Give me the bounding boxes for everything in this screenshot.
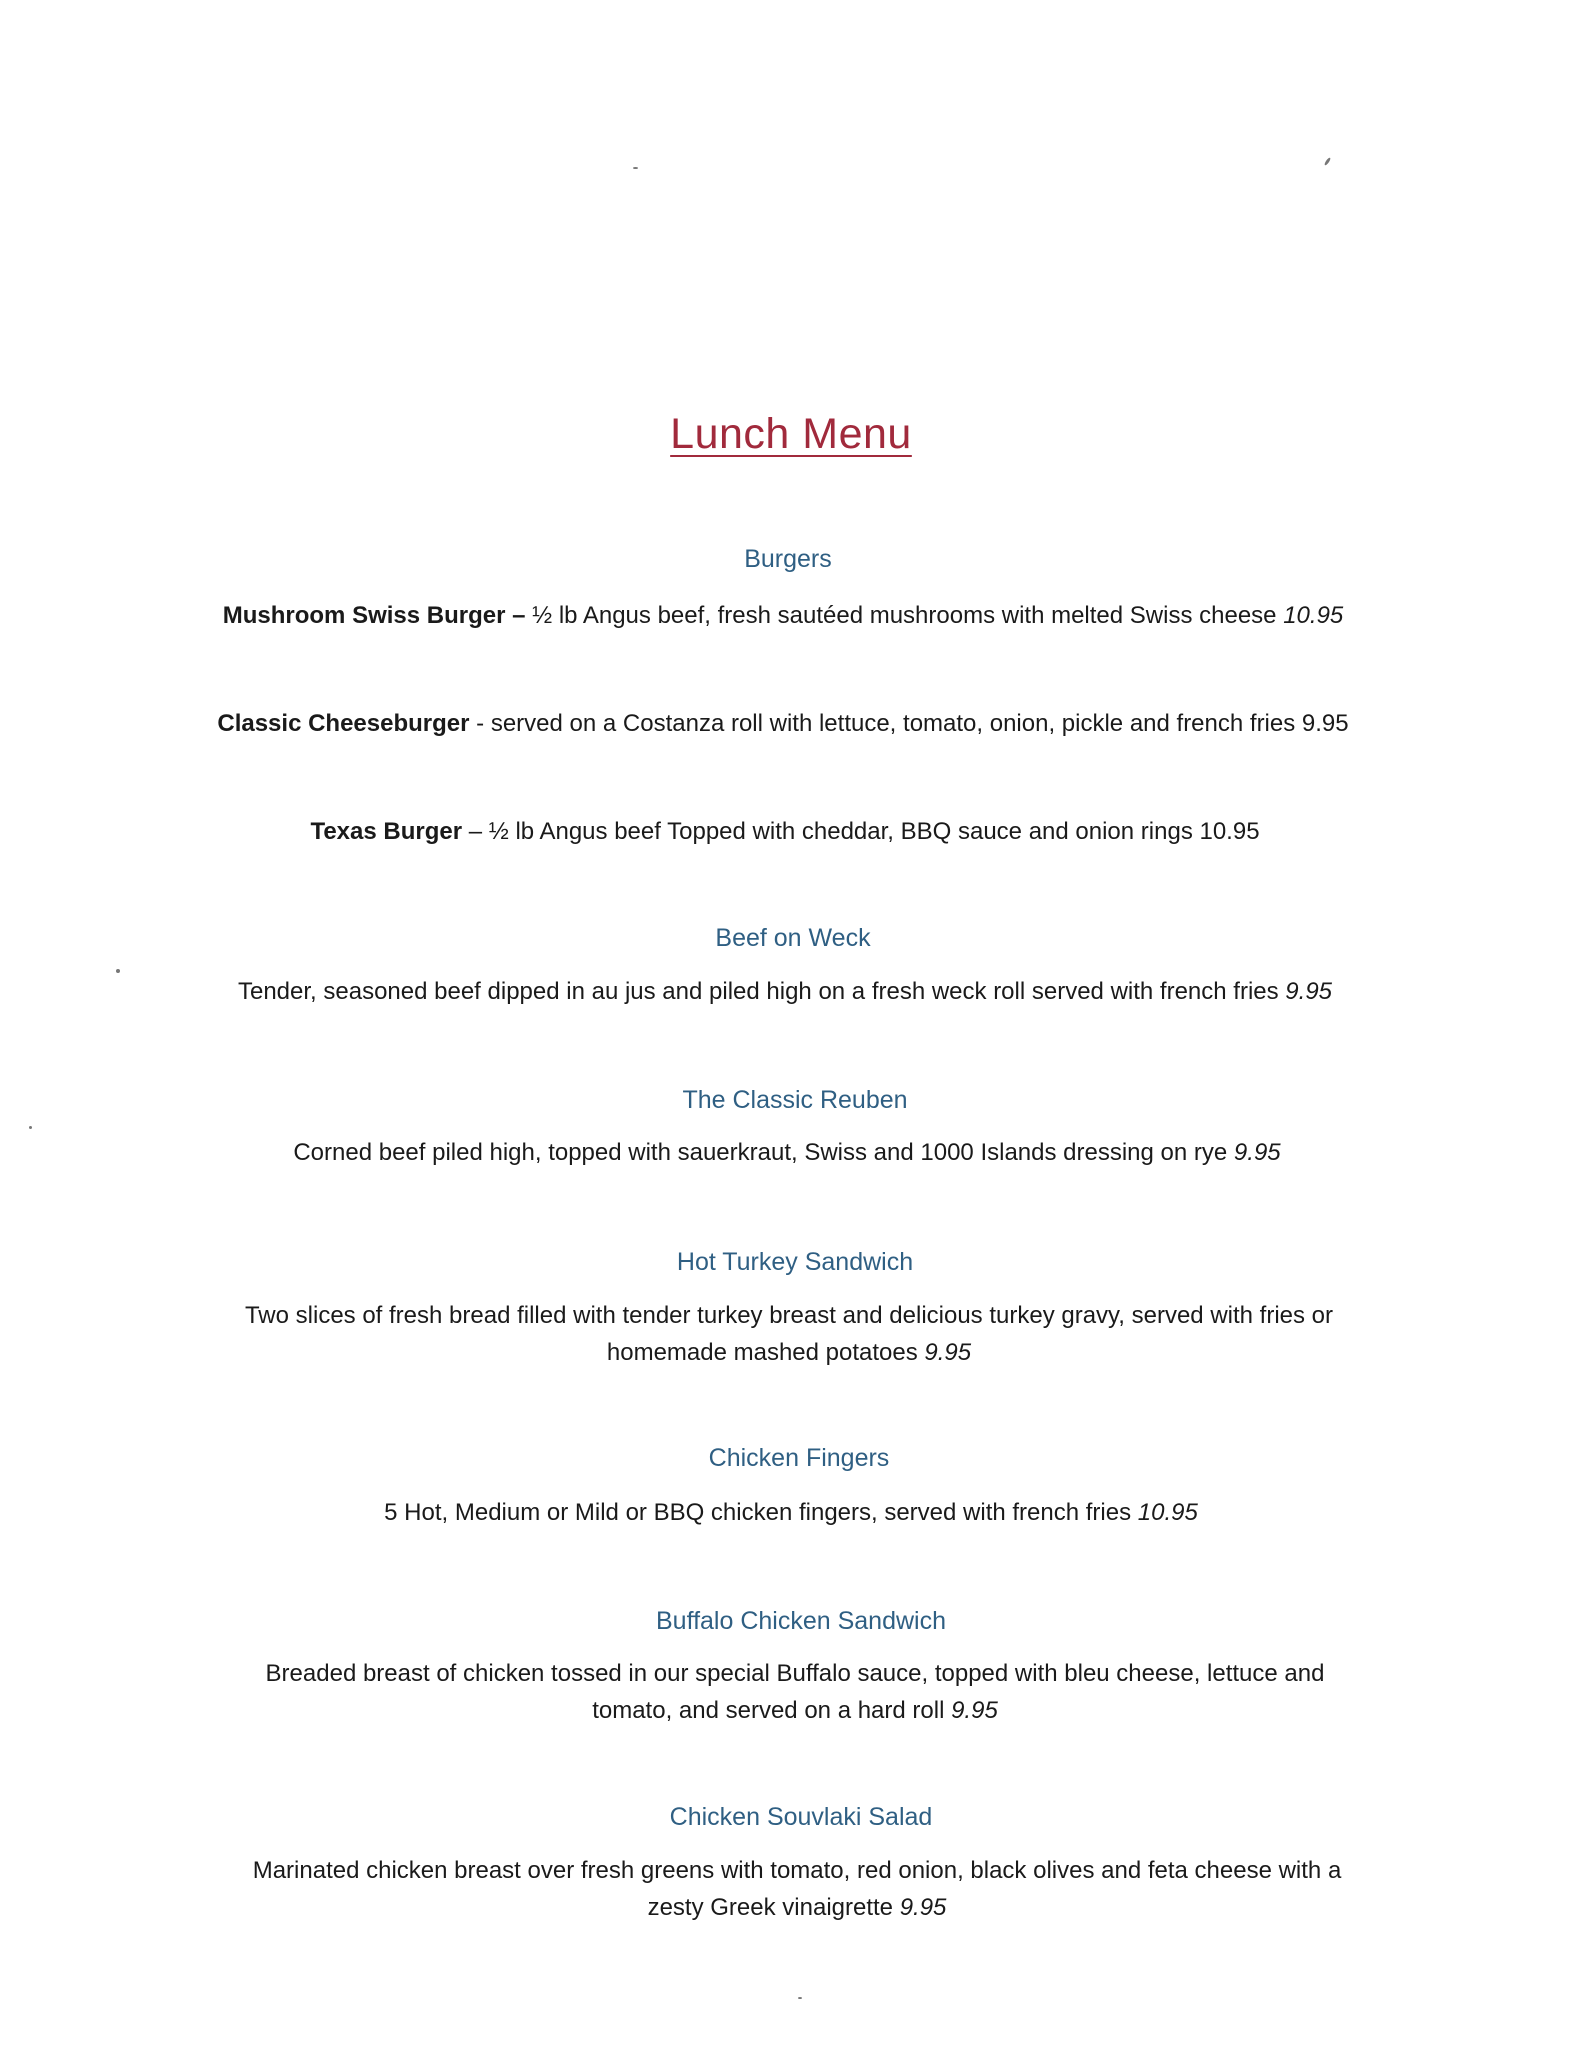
- item-description: ½ lb Angus beef, fresh sautéed mushrooms with melted Swiss cheese: [532, 602, 1284, 629]
- item-price: 10.95: [1199, 818, 1260, 845]
- item-description-line: [154, 1692, 1436, 1729]
- scan-speck: [633, 167, 638, 169]
- menu-item-chicken-souvlaki-salad: [156, 1852, 1438, 1926]
- menu-item-classic-reuben: [146, 1134, 1428, 1171]
- item-price: 9.95: [1285, 978, 1333, 1005]
- item-description: homemade mashed potatoes: [606, 1339, 925, 1366]
- page-title: Lunch Menu: [670, 410, 912, 458]
- item-name: Texas Burger: [310, 818, 463, 845]
- section-heading-beef-on-weck: Beef on Weck: [715, 924, 871, 952]
- menu-item-classic-cheeseburger: [142, 705, 1424, 742]
- section-heading-classic-reuben: The Classic Reuben: [682, 1086, 908, 1114]
- item-description: Tender, seasoned beef dipped in au jus and piled high on a fresh weck roll served with french fries: [237, 978, 1286, 1005]
- item-description-line: [148, 1334, 1430, 1371]
- menu-item-buffalo-chicken-sandwich: [154, 1655, 1436, 1729]
- item-price: 10.95: [1283, 602, 1344, 629]
- section-heading-chicken-souvlaki-salad: Chicken Souvlaki Salad: [669, 1803, 933, 1831]
- item-description: zesty Greek vinaigrette: [647, 1894, 900, 1921]
- item-price: 9.95: [1233, 1139, 1281, 1166]
- scan-speck: [1324, 157, 1332, 166]
- item-price: 9.95: [899, 1894, 947, 1921]
- menu-item-beef-on-weck: [144, 973, 1426, 1010]
- scan-speck: [116, 969, 120, 973]
- section-heading-buffalo-chicken-sandwich: Buffalo Chicken Sandwich: [656, 1607, 946, 1635]
- item-name: Mushroom Swiss Burger: [222, 602, 506, 629]
- item-price: 9.95: [951, 1697, 998, 1724]
- item-price: 9.95: [1301, 710, 1349, 737]
- item-description: ½ lb Angus beef Topped with cheddar, BBQ sauce and onion rings: [488, 818, 1200, 845]
- section-heading-chicken-fingers: Chicken Fingers: [708, 1444, 890, 1472]
- item-separator: –: [505, 602, 533, 629]
- menu-item-chicken-fingers: [150, 1494, 1432, 1531]
- item-description-line: Breaded breast of chicken tossed in our special Buffalo sauce, topped with bleu cheese, lettuce and: [265, 1660, 1325, 1687]
- item-description-line: Two slices of fresh bread filled with tender turkey breast and delicious turkey gravy, served with fries or: [244, 1302, 1334, 1329]
- item-separator: -: [469, 710, 491, 737]
- item-description: tomato, and served on a hard roll: [592, 1697, 952, 1724]
- scan-speck: [29, 1126, 32, 1129]
- item-description: 5 Hot, Medium or Mild or BBQ chicken fingers, served with french fries: [384, 1499, 1138, 1526]
- section-heading-hot-turkey-sandwich: Hot Turkey Sandwich: [676, 1248, 914, 1276]
- item-price: 10.95: [1137, 1499, 1198, 1526]
- item-name: Classic Cheeseburger: [217, 710, 470, 737]
- item-description-line: Marinated chicken breast over fresh greens with tomato, red onion, black olives and feta cheese with a: [252, 1857, 1342, 1884]
- menu-item-hot-turkey-sandwich: [148, 1297, 1430, 1371]
- item-separator: –: [462, 818, 489, 845]
- item-description: served on a Costanza roll with lettuce, tomato, onion, pickle and french fries: [490, 710, 1302, 737]
- item-price: 9.95: [924, 1339, 972, 1366]
- item-description: Corned beef piled high, topped with sauerkraut, Swiss and 1000 Islands dressing on rye: [293, 1139, 1234, 1166]
- menu-item-mushroom-swiss-burger: [142, 597, 1424, 634]
- menu-item-texas-burger: [144, 813, 1426, 850]
- scan-speck: [798, 1997, 802, 1999]
- item-description-line: [156, 1889, 1438, 1926]
- section-heading-burgers: Burgers: [744, 545, 832, 573]
